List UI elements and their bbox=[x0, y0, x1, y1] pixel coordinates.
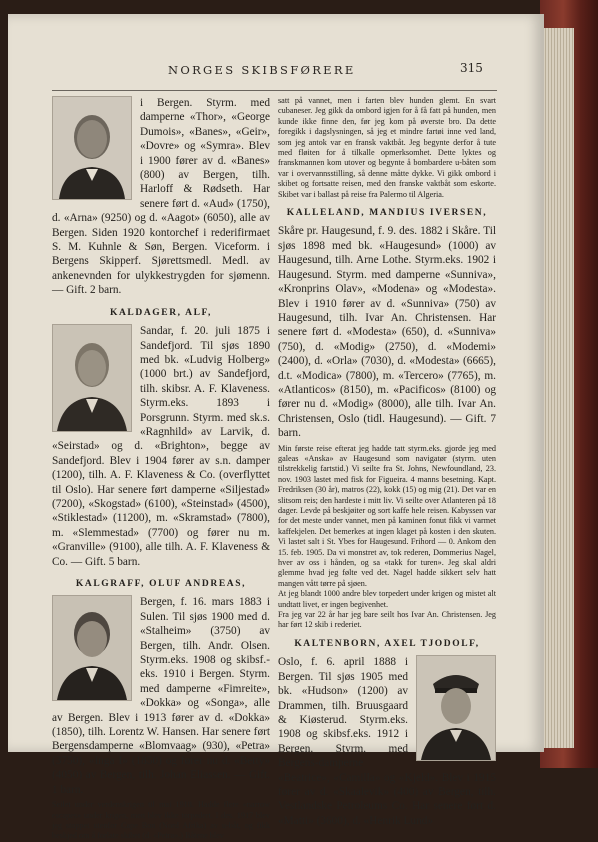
page-number: 315 bbox=[460, 61, 483, 75]
entry-note: At jeg blandt 1000 andre blev torpedert under krigen og mistet alt undtatt livet, er ingen begivenhet. bbox=[278, 589, 496, 609]
entry-text: Oslo, f. 6. april 1888 i Bergen. Til sjøs 1905 med bk. «Hudson» (1200) av Drammen, tilh. Bruusgaard & Kiøsterud. Styrm.eks. 1908 og skibsf.eks. 1912 i Bergen. Styrm. med Bergens-damperne «Beatrice», «Camilla» og «Kjeld». Blev i 1915 fører av d. «Skaalevik» (400) av Bergen, tilh. Vestlandske Petroleums Co. Har senere ført d. «Matti» (3600), d. «Henrik Lund» bbox=[278, 656, 496, 827]
left-column bbox=[52, 96, 270, 842]
entry-text: i Bergen. Styrm. med damperne «Thor», «George Dumois», «Banes», «Geir», «Dovre» og «Symra». Blev i 1900 fører av d. «Banes» (800) av Bergen, tilh. Harloff & Rødseth. Har senere ført d. «Aud» (1750), d. «Arna» (9250) og d. «Aagot» (6050), alle av Bergen. Siden 1920 kontorchef i rederifirmaet S. M. Kuhnle & Søn, Bergen. Viceform. i Bergens Skipperf. Sjørettsmedl. Medl. av ankenevnden for ulykkestrygden for sjømenn. — Gift. 2 barn. bbox=[52, 97, 270, 297]
entry-text: Sandar, f. 20. juli 1875 i Sandefjord. Til sjøs 1890 med bk. «Ludvig Holberg» (1000 brt.) av Sandefjord, tilh. skibsr. A. F. Klaveness. Styrm.eks. 1893 i Porsgrunn. Styrm. med sk.s. «Ragnhild» av Larvik, d. «Seirstad» og d. «Brighton», begge av Sandefjord. Blev i 1904 fører av s.n. damper (1200), tilh. A. F. Klaveness & Co. (overflyttet til Oslo). Har senere ført damperne «Siljestad» (7200), «Skogstad» (6100), «Steinstad» (4500), «Stiklestad» (11200), m. «Skramstad» (7800), m. «Slemmestad» (7700) og fører nu m. «Granville» (9100), alle tilh. A. F. Klaveness & Co. — Gift. 5 barn. bbox=[52, 325, 270, 568]
portrait-photo-1 bbox=[52, 96, 132, 200]
entry-text: Skåre pr. Haugesund, f. 9. des. 1882 i Skåre. Til sjøs 1898 med bk. «Haugesund» (1000) av Haugesund, tilh. Arne Lothe. Styrm.eks. 1902 i Haugesund. Styrm. med damperne «Sunniva», «Kronprins Olav», «Modena» og «Modesta». Blev i 1910 fører av d. «Sunniva» (750) av Haugesund, tilh. Ivar An. Christensen. Har senere ført d. «Modesta» (650), d. «Sunniva» (750), d. «Modig» (2750), d. «Modemi» (2400), d. «Orla» (7030), d. «Modesta» (6665), d.t. «Modica» (7800), m. «Tercero» (7765), m. «Atlanticos» (8150), m. «Pacificos» (8100) og fører nu d. «Modig» (8000), alle tilh. Ivar An. Christensen, Oslo (tidl. Haugesund). — Gift. 7 barn. bbox=[278, 225, 496, 440]
portrait-photo-kaldager bbox=[52, 324, 132, 432]
entry-name: KALGRAFF, OLUF ANDREAS, bbox=[75, 579, 247, 589]
entry-name: KALLELAND, MANDIUS IVERSEN, bbox=[286, 208, 488, 219]
right-column bbox=[278, 96, 496, 828]
header-rule bbox=[52, 90, 497, 91]
entry-text: Bergen, f. 16. mars 1883 i Sulen. Til sjøs 1900 med d. «Stalheim» (3750) av Bergen, tilh. Andr. Olsen. Styrm.eks. 1908 og skibsf.-eks. 1910 i Bergen. Styrm. med damperne «Fimreite», «Dokka» og «Songa», alle av Bergen. Blev i 1913 fører av d. «Dokka» (1850), tilh. Lorentz W. Hansen. Har senere ført Bergensdamperne «Blomvaag» (930), «Petra» (3750), «Inga I» (1850) og fører nu d. «Betty» (4050) av Bergen, tilh. Johan Eliassen. — Gift. 1 barn. bbox=[52, 596, 270, 796]
running-title: NORGES SKIBSFØRERE bbox=[168, 63, 356, 77]
entry-note: Fra jeg var 22 år har jeg bare seilt hos Ivar An. Christensen. Jeg har ført 12 skib i rederiet. bbox=[278, 610, 496, 630]
entry-name: KALTENBORN, AXEL TJODOLF, bbox=[294, 638, 480, 649]
entry-note: Min første reise efterat jeg hadde tatt styrm.eks. gjorde jeg med galeas «Anska» av Haugesund som navigatør (styrm. uten tilstrekkelig fartstid.) Vi seilte fra St. Johns, Newfoundland, 23. nov. 1903 lastet med fisk for Figueira. 4 manns besetning. Kapt. Fredriksen (30 år), matros (22), kokk (15) og mig (21). Det var en slitsom reis; den hardeste i mitt liv. Vi seilte over Atlanteren på 18 dager. Levde på beskjøiter og sort kaffe hele reisen. Kabyssen var for det meste under vannet, men på kaminen fonut fikk vi varmet kaffekjelen. Det bemerkes at ingen klaget på kosten i den skuten. Vi lastet salt i St. Ybes for Haugesund. Frihord — 0. Ankom den 15. feb. 1905. Da vi monstret av, tok rederen, Dommerius Nagel, hver av oss i hånden, og sa «takk for turen». Jeg skal aldri glemme hvad jeg følte ved det. Nagel hadde sikkert selv hatt mangen vått tørre på sjøen. bbox=[278, 443, 496, 588]
book-page bbox=[8, 14, 544, 841]
entry-name: KALDAGER, ALF, bbox=[109, 307, 213, 318]
portrait-photo-kalgraff bbox=[52, 595, 132, 701]
entry-note: satt på vannet, men i farten blev hunden glemt. En svart cubaneser. Jeg gikk da ombord igjen for å få fatt på hunden, men kunde ikke finne den, før jeg kom på øverste bro. Da dette foregikk i dagslysningen, så jeg et mindre fartøi inne ved land, som jeg antok var en fransk vaktbåt. Jeg begynte derfor å tute med fløiten for å tilkalle opmerksomhet. Dette lyktes og franskmannen kom utover og begynte å bombardere u-båten som var i overvannsstilling, så denne måtte dykke. Vi gikk ombord i skibet og fortsatte reisen, med den franske vaktbåt som eskorte. Skibet var i ballast på reise fra Palermo til Algeria. bbox=[278, 96, 496, 199]
portrait-photo-kaltenborn bbox=[416, 655, 496, 761]
page-edges bbox=[540, 28, 574, 748]
entry-note: Seilet under verdenskrigen til mai 1918. Hadde flere «narrow escapes» under krigen, men blev ikke torpedert. I des. 1917 blev jeg stoppet utenfor Cape Bon (Nord Afrika) av u-båt, og fikk beskjed om å forlate skibet (d. «Petra».) Båtene blev bbox=[52, 800, 270, 841]
